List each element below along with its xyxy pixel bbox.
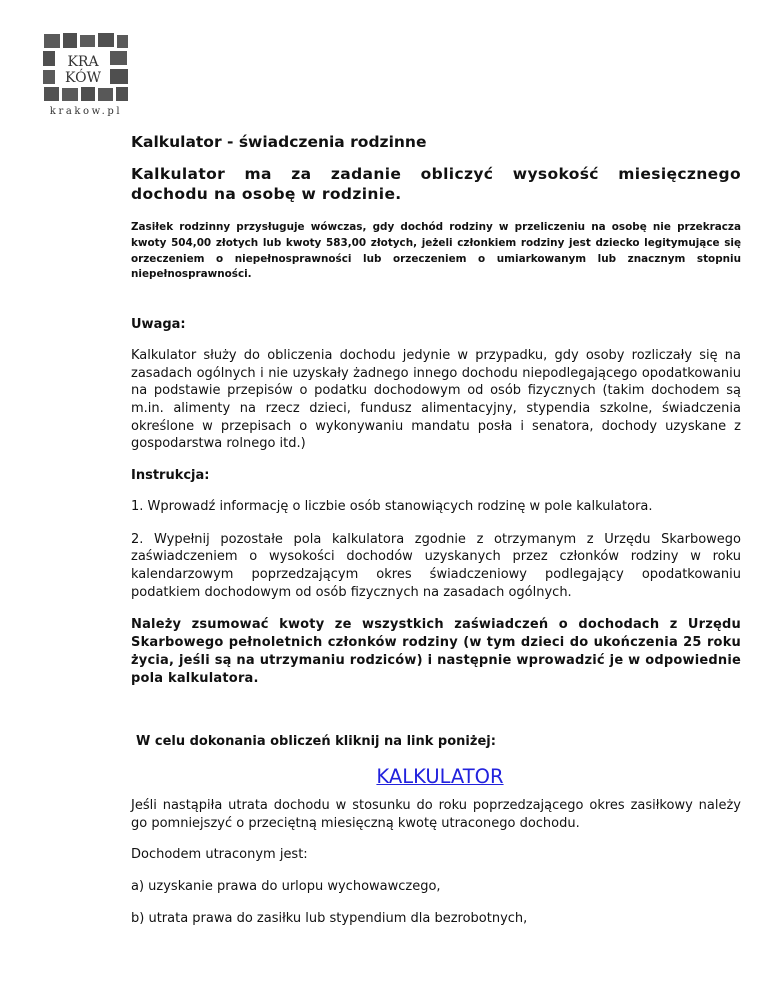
page-subtitle: Kalkulator ma za zadanie obliczyć wysokość miesięcznego dochodu na osobę w rodzinie. (131, 165, 741, 204)
loss-paragraph: Jeśli nastąpiła utrata dochodu w stosunku do roku poprzedzającego okres zasiłkowy należy go pomniejszyć o przeciętną miesięczną kwotę utraconego dochodu. (131, 798, 741, 831)
document-body (131, 132, 741, 939)
loss-item: b) utrata prawa do zasiłku lub stypendium dla bezrobotnych, (131, 910, 528, 926)
uwaga-text: Kalkulator służy do obliczenia dochodu jedynie w przypadku, gdy osoby rozliczały się na zasadach ogólnych i nie uzyskały żadnego innego dochodu niepodlegającego opodatkowaniu na podstawie przepisów o podatku dochodowym od osób fizycznych (takim dochodem są m.in. alimenty na rzecz dzieci, fundusz alimentacyjny, stypendia szkolne, świadczenia określone w przepisach o wykonywaniu mandatu posła i senatora, dochody uzyskane z gospodarstwa rolnego itd.) (131, 347, 741, 452)
eligibility-note: Zasiłek rodzinny przysługuje wówczas, gdy dochód rodziny w przeliczeniu na osobę nie przekracza kwoty 504,00 złotych lub kwoty 583,00 złotych, jeżeli członkiem rodziny jest dziecko legitymujące się orzeczeniem o niepełnosprawności lub orzeczeniem o umiarkowanym lub znacznym stopniu niepełnosprawności. (131, 221, 741, 281)
page-title: Kalkulator - świadczenia rodzinne (131, 133, 427, 151)
instrukcja-heading: Instrukcja: (131, 467, 210, 483)
krakow-logo (40, 30, 130, 122)
uwaga-heading: Uwaga: (131, 316, 186, 332)
cta-text: W celu dokonania obliczeń kliknij na link poniżej: (136, 734, 496, 749)
instruction-step-2: 2. Wypełnij pozostałe pola kalkulatora zgodnie z otrzymanym z Urzędu Skarbowego zaświadczeniem o wysokości dochodów uzyskanych przez członków rodziny w roku kalendarzowym poprzedzającym okres świadczeniowy podlegający opodatkowaniu podatkiem dochodowym od osób fizycznych na zasadach ogólnych. (131, 531, 741, 600)
calculator-link-wrap (131, 765, 741, 788)
logo-text-line2: KÓW (65, 70, 101, 86)
krakow-logo-mark (40, 30, 132, 108)
logo-text-line1: KRA (67, 54, 99, 70)
logo-caption: krakow.pl (49, 106, 123, 117)
loss-item: a) uzyskanie prawa do urlopu wychowawczego, (131, 879, 441, 895)
bold-instruction: Należy zsumować kwoty ze wszystkich zaświadczeń o dochodach z Urzędu Skarbowego pełnoletnich członków rodziny (w tym dzieci do ukończenia 25 roku życia, jeśli są na utrzymaniu rodziców) i następnie wprowadzić je w odpowiednie pola kalkulatora. (131, 617, 741, 687)
calculator-link[interactable]: KALKULATOR (376, 765, 504, 788)
instruction-step-1: 1. Wprowadź informację o liczbie osób stanowiących rodzinę w pole kalkulatora. (131, 498, 653, 514)
loss-definition: Dochodem utraconym jest: (131, 847, 308, 863)
